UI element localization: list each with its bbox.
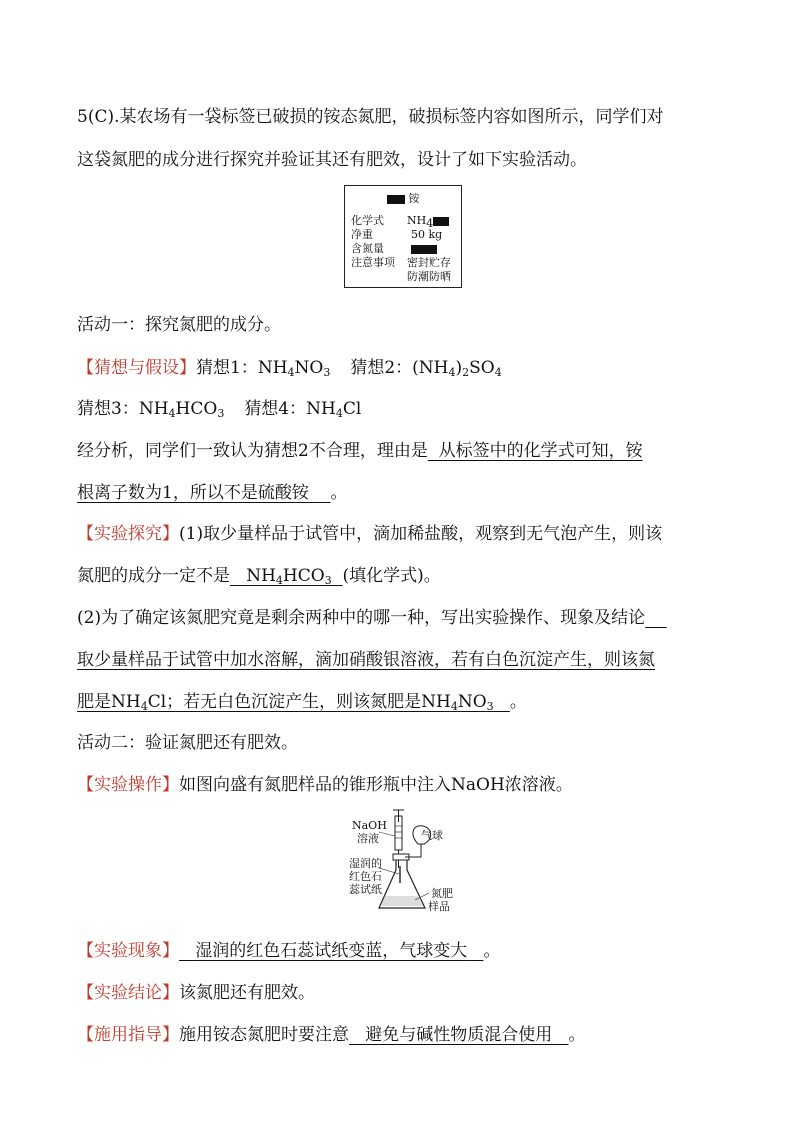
conclusion-line: 【实验结论】该氮肥还有肥效。	[77, 983, 315, 1003]
explore-line-3: (2)为了确定该氮肥究竟是剩余两种中的哪一种，写出实验操作、现象及结论	[77, 608, 646, 628]
guide-tag: 【施用指导】	[77, 1025, 179, 1045]
operation-tag: 【实验操作】	[77, 775, 179, 795]
label-nitrogen-value	[411, 242, 437, 255]
guess-line-2	[77, 397, 361, 421]
label-nitrogen-key: 含氮量	[351, 242, 384, 255]
damaged-label-figure	[344, 185, 462, 288]
explore-answer-2b: 肥是$NH_4Cl$；若无白色沉淀产生，则该氮肥是$NH_4NO_3$	[77, 692, 494, 713]
redacted-block	[433, 217, 449, 226]
phenomenon-line: 【实验现象】 湿润的红色石蕊试纸变蓝，气球变大 。	[77, 941, 501, 961]
label-net-key: 净重	[351, 228, 373, 241]
conclusion-tag: 【实验结论】	[77, 983, 179, 1003]
redacted-block	[411, 245, 437, 254]
explore-line-5: 肥是$NH_4Cl$；若无白色沉淀产生，则该氮肥是$NH_4NO_3$ 。	[77, 692, 527, 713]
analysis-line-1: 经分析，同学们一致认为猜想2不合理，理由是 从标签中的化学式可知，铵	[77, 441, 643, 461]
explore-answer-2a: 取少量样品于试管中加水溶解，滴加硝酸银溶液，若有白色沉淀产生，则该氮	[77, 650, 655, 670]
explore-line-4	[77, 648, 655, 672]
label-note-value-2: 防潮防晒	[407, 270, 451, 283]
explore-answer-1: $NH_4HCO_3$	[246, 566, 332, 587]
phenomenon-answer: 湿润的红色石蕊试纸变蓝，气球变大	[195, 941, 468, 961]
redacted-block	[387, 195, 405, 204]
question-line-1: 5(C).某农场有一袋标签已破损的铵态氮肥，破损标签内容如图所示，同学们对	[77, 107, 664, 127]
figure-label-sample-2: 样品	[428, 900, 450, 913]
figure-label-paper-1: 湿润的	[349, 857, 382, 870]
analysis-line-2: 根离子数为1，所以不是硫酸铵 。	[77, 483, 348, 503]
guide-line: 【施用指导】施用铵态氮肥时要注意 避免与碱性物质混合使用 。	[77, 1025, 586, 1045]
guess-3: 猜想3：$NH_4HCO_3$	[77, 399, 225, 420]
figure-label-balloon: 气球	[421, 829, 443, 842]
operation-line: 【实验操作】如图向盛有氮肥样品的锥形瓶中注入NaOH浓溶液。	[77, 775, 573, 795]
label-note-value-1: 密封贮存	[407, 256, 451, 269]
analysis-answer-1: 从标签中的化学式可知，铵	[438, 441, 643, 461]
explore-line-1: 【实验探究】(1)取少量样品于试管中，滴加稀盐酸，观察到无气泡产生，则该	[77, 524, 663, 544]
label-note-key: 注意事项	[351, 256, 395, 269]
figure-label-solution: 溶液	[357, 832, 379, 845]
guess-line-1	[77, 356, 502, 380]
apparatus-figure	[349, 808, 459, 916]
explore-tag: 【实验探究】	[77, 524, 179, 544]
label-formula-key: 化学式	[351, 214, 384, 227]
phenomenon-tag: 【实验现象】	[77, 941, 179, 961]
activity-1-title: 活动一：探究氮肥的成分。	[77, 315, 281, 335]
label-formula-value: $NH_4$	[407, 214, 449, 227]
label-net-value: 50 kg	[411, 228, 443, 241]
question-line-2: 这袋氮肥的成分进行探究并验证其还有肥效，设计了如下实验活动。	[77, 150, 587, 170]
label-title: 铵	[387, 192, 420, 205]
guess-2: 猜想2：$(NH_4)_2SO_4$	[350, 358, 502, 379]
figure-label-naoh: NaOH	[352, 819, 387, 832]
explore-line-2: 氮肥的成分一定不是 $NH_4HCO_3$ (填化学式)。	[77, 566, 441, 587]
figure-label-paper-3: 蕊试纸	[349, 883, 382, 896]
figure-label-paper-2: 红色石	[349, 870, 382, 883]
guess-1: 猜想1：$NH_4NO_3$	[196, 358, 331, 379]
analysis-answer-2: 根离子数为1，所以不是硫酸铵	[77, 483, 309, 503]
guess-4: 猜想4：$NH_4Cl$	[244, 399, 362, 420]
figure-label-sample-1: 氮肥	[431, 887, 453, 900]
guess-tag: 【猜想与假设】	[77, 358, 196, 378]
activity-2-title: 活动二：验证氮肥还有肥效。	[77, 733, 298, 753]
guide-answer: 避免与碱性物质混合使用	[365, 1025, 553, 1045]
